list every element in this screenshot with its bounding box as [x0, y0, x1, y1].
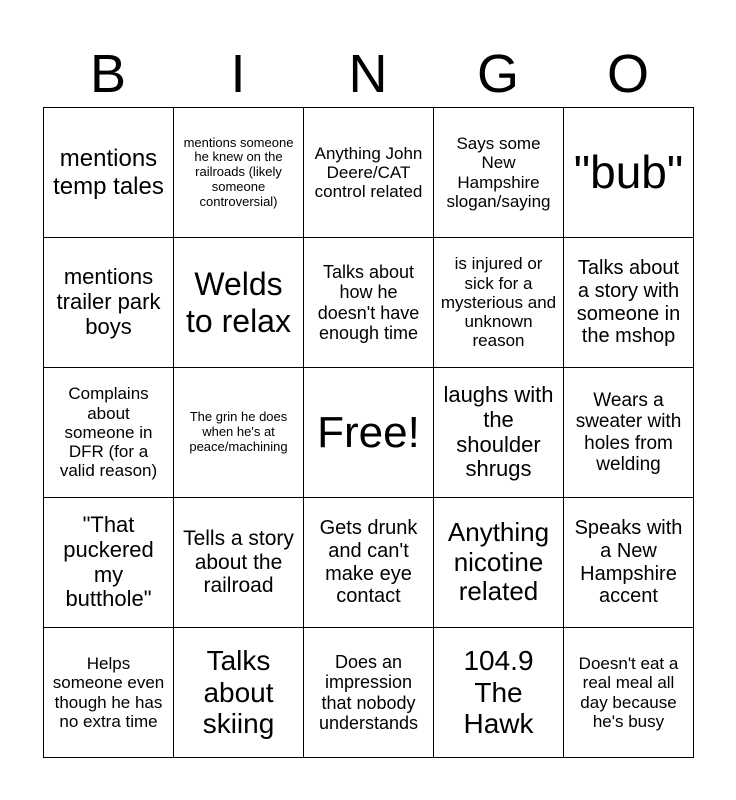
bingo-cell[interactable]: Talks about a story with someone in the mshop: [564, 238, 694, 368]
board-row: [44, 498, 694, 628]
bingo-cell[interactable]: The grin he does when he's at peace/machining: [174, 368, 304, 498]
bingo-cell[interactable]: Anything John Deere/CAT control related: [304, 108, 434, 238]
bingo-cell[interactable]: Doesn't eat a real meal all day because he's busy: [564, 628, 694, 758]
bingo-cell[interactable]: Welds to relax: [174, 238, 304, 368]
header-letter-o: O: [606, 44, 649, 104]
bingo-cell[interactable]: Helps someone even though he has no extra time: [44, 628, 174, 758]
board-row: [44, 628, 694, 758]
bingo-cell[interactable]: Gets drunk and can't make eye contact: [304, 498, 434, 628]
bingo-cell[interactable]: Complains about someone in DFR (for a valid reason): [44, 368, 174, 498]
bingo-cell[interactable]: Anything nicotine related: [434, 498, 564, 628]
bingo-cell[interactable]: Does an impression that nobody understands: [304, 628, 434, 758]
bingo-cell[interactable]: 104.9 The Hawk: [434, 628, 564, 758]
board-row: [44, 108, 694, 238]
bingo-cell[interactable]: Speaks with a New Hampshire accent: [564, 498, 694, 628]
bingo-cell[interactable]: mentions trailer park boys: [44, 238, 174, 368]
bingo-cell[interactable]: Wears a sweater with holes from welding: [564, 368, 694, 498]
board-row: [44, 368, 694, 498]
bingo-board: [43, 107, 694, 758]
header-letter-b: B: [89, 44, 127, 104]
board-row: [44, 238, 694, 368]
bingo-cell[interactable]: Tells a story about the railroad: [174, 498, 304, 628]
bingo-cell[interactable]: "bub": [564, 108, 694, 238]
bingo-cell[interactable]: Talks about how he doesn't have enough time: [304, 238, 434, 368]
header-letter-g: G: [476, 44, 519, 104]
bingo-cell[interactable]: Says some New Hampshire slogan/saying: [434, 108, 564, 238]
bingo-cell[interactable]: mentions temp tales: [44, 108, 174, 238]
header-letter-n: N: [348, 44, 388, 104]
bingo-cell[interactable]: "That puckered my butthole": [44, 498, 174, 628]
bingo-cell[interactable]: mentions someone he knew on the railroads (likely someone controversial): [174, 108, 304, 238]
bingo-cell[interactable]: Talks about skiing: [174, 628, 304, 758]
bingo-cell[interactable]: is injured or sick for a mysterious and unknown reason: [434, 238, 564, 368]
bingo-cell[interactable]: laughs with the shoulder shrugs: [434, 368, 564, 498]
bingo-header: [43, 40, 693, 108]
header-letter-i: I: [230, 44, 246, 104]
free-space-cell[interactable]: Free!: [304, 368, 434, 498]
